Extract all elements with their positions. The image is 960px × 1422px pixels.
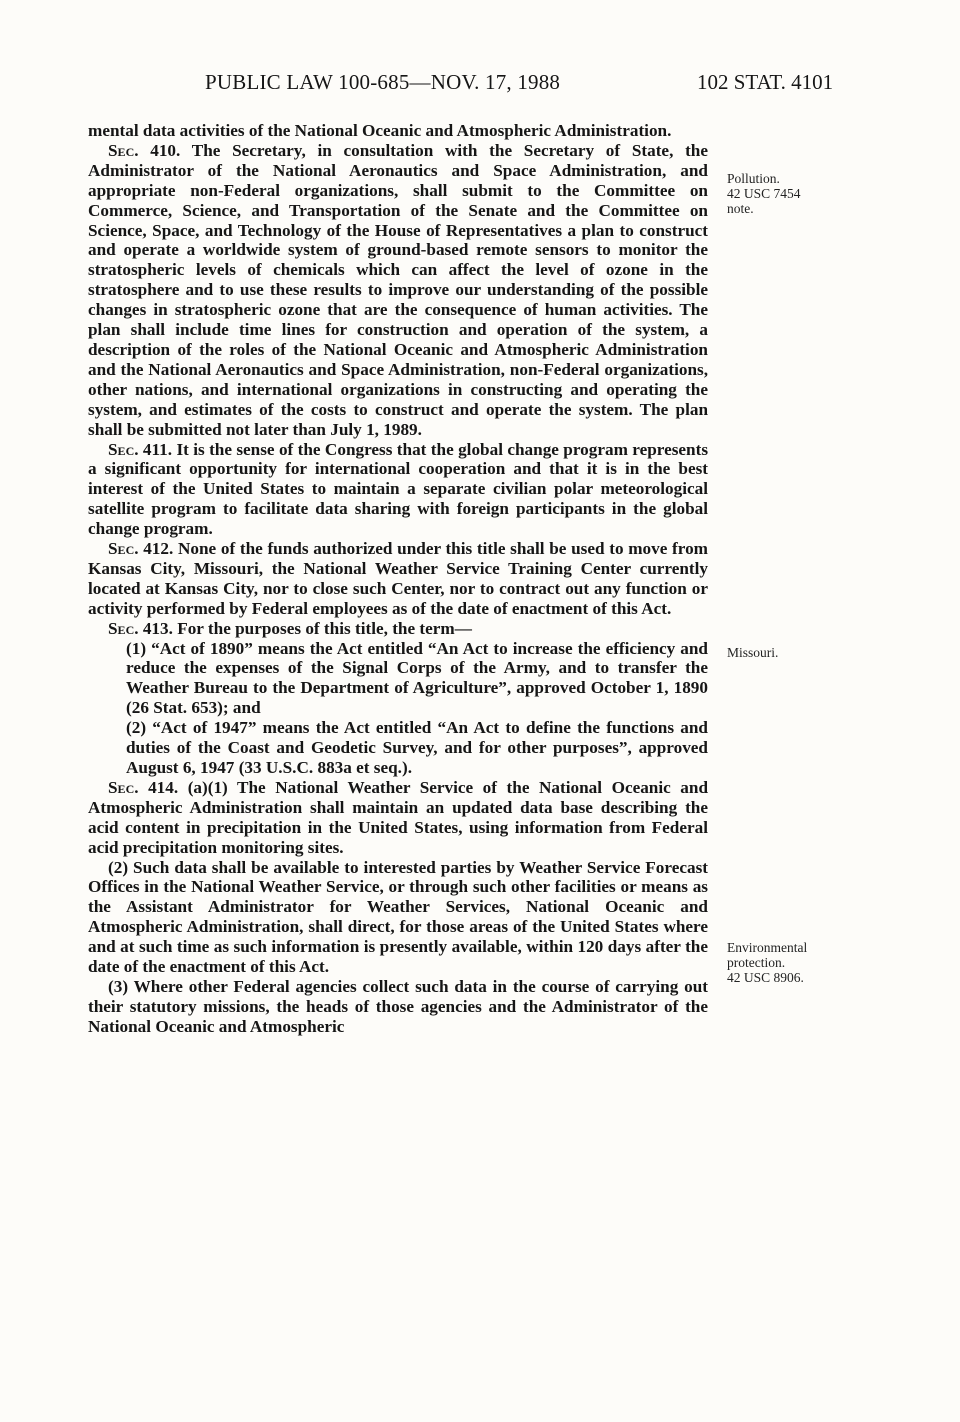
item-label: (2) xyxy=(126,718,147,738)
statute-page-reference: 102 STAT. 4101 xyxy=(697,70,834,94)
definition-item-1 xyxy=(126,639,708,719)
section-text: For the purposes of this title, the term— xyxy=(177,618,472,638)
section-411 xyxy=(88,440,708,540)
section-text: (a)(1) The National Weather Service of the National Oceanic and Atmospheric Administration shall maintain an updated data base describing the acid content in precipitation in the United States, using information from Federal acid precipitation monitoring sites. xyxy=(88,777,709,857)
section-410 xyxy=(88,141,708,440)
margin-note-line: 42 USC 7454 xyxy=(727,186,801,201)
body-text xyxy=(88,121,708,1037)
margin-note-environmental xyxy=(727,940,807,985)
margin-note-line: Pollution. xyxy=(727,171,780,186)
section-label: Sec. 413. xyxy=(108,618,173,638)
margin-note-line: Environmental xyxy=(727,940,808,955)
section-412 xyxy=(88,539,708,619)
subsection-a2 xyxy=(88,858,708,977)
section-label: Sec. 411. xyxy=(108,439,173,459)
item-text: “Act of 1890” means the Act entitled “An Act to increase the efficiency and reduce the expenses of the Signal Corps of the Army, and to transfer the Weather Bureau to the Department of Agriculture”, approved October 1, 1890 (26 Stat. 653); and xyxy=(126,638,708,718)
section-414 xyxy=(88,778,708,858)
subsection-text: (3) Where other Federal agencies collect such data in the course of carrying out their statutory missions, the heads of those agencies and the Administrator of the National Oceanic and Atmospheric xyxy=(88,976,708,1036)
subsection-a3 xyxy=(88,977,708,1037)
margin-note-pollution xyxy=(727,171,801,216)
running-header-title: PUBLIC LAW 100-685—NOV. 17, 1988 xyxy=(205,70,561,94)
section-label: Sec. 412. xyxy=(108,539,174,559)
margin-note-line: note. xyxy=(727,201,754,216)
margin-note-line: Missouri. xyxy=(727,645,779,660)
section-413 xyxy=(88,619,708,639)
item-label: (1) xyxy=(126,638,147,658)
section-text: None of the funds authorized under this title shall be used to move from Kansas City, Missouri, the National Weather Service Training Center currently located at Kansas City, nor to close such Center, nor to contract out any function or activity performed by Federal employees as of the date of enactment of this Act. xyxy=(88,539,709,618)
margin-note-missouri xyxy=(727,645,778,660)
section-text: The Secretary, in consultation with the Secretary of State, the Administrator of the National Aeronautics and Space Administration, and appropriate non-Federal organizations, shall submit to the Committee on Commerce, Science, and Transportation of the Senate and the Committee on Science, Space, and Technology of the House of Representatives a plan to construct and operate a worldwide system of ground-based remote sensors to monitor the stratospheric levels of chemicals which can affect the level of ozone in the stratosphere and to use these results to improve our understanding of the possible changes in stratospheric ozone that are the consequence of human activities. The plan shall include time lines for construction and operation of the system, a description of the roles of the National Oceanic and Atmospheric Administration and the National Aeronautics and Space Administration, non-Federal organizations, other nations, and international organizations in constructing and operating the system, and estimates of the costs to construct and operate the system. The plan shall be submitted not later than July 1, 1989. xyxy=(88,140,708,439)
subsection-text: (2) Such data shall be available to interested parties by Weather Service Forecast Offices in the National Weather Service, or through such other facilities or means as the Assistant Administrator for Weather Services, National Oceanic and Atmospheric Administration, shall direct, for those areas of the United States where and at such time as such information is presently available, within 120 days after the date of the enactment of this Act. xyxy=(88,857,708,977)
margin-note-line: protection. xyxy=(727,955,786,970)
definition-item-2 xyxy=(126,718,708,778)
margin-note-line: 42 USC 8906. xyxy=(727,970,804,985)
item-text: “Act of 1947” means the Act entitled “An Act to define the functions and duties of the Coast and Geodetic Survey, and for other purposes”, approved August 6, 1947 (33 U.S.C. 883a et seq.). xyxy=(126,718,708,777)
paragraph-continuation xyxy=(88,121,708,141)
section-label: Sec. 414. xyxy=(108,777,179,797)
paragraph-text: mental data activities of the National Oceanic and Atmospheric Administration. xyxy=(88,121,672,140)
section-label: Sec. 410. xyxy=(108,140,181,160)
section-text: It is the sense of the Congress that the global change program represents a significant opportunity for international cooperation and that it is in the best interest of the United States to maintain a separate civilian polar meteorological satellite program to facilitate data sharing with foreign participants in the global change program. xyxy=(88,439,709,539)
